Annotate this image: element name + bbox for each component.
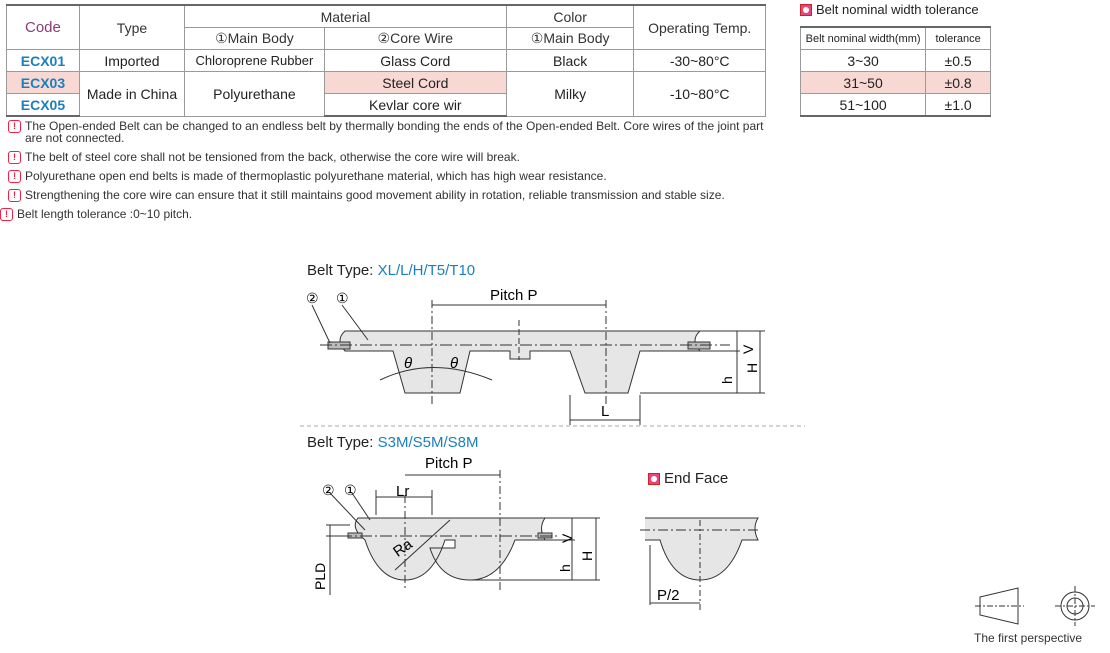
label-two: ②: [322, 482, 335, 498]
color-cell: Black: [506, 50, 634, 72]
width-cell: 51~100: [801, 94, 926, 117]
type-header: Type: [79, 5, 184, 50]
type-cell: Imported: [79, 50, 184, 72]
tolerance-title-text: Belt nominal width tolerance: [816, 2, 979, 17]
code-cell: ECX03: [7, 72, 80, 94]
type-cell: Made in China: [79, 72, 184, 117]
core-wire-header: ②Core Wire: [324, 28, 506, 50]
note-text: The Open-ended Belt can be changed to an endless belt by thermally bonding the ends of the Open-ended Belt. Core wires of the joint part are not connected.: [25, 119, 764, 145]
end-face-text: End Face: [664, 470, 729, 487]
color-main-body-header: ①Main Body: [506, 28, 634, 50]
main-body-cell: Chloroprene Rubber: [185, 50, 325, 72]
label-one: ①: [344, 482, 357, 498]
p2-label: P/2: [657, 587, 680, 604]
pitch-label: Pitch P: [490, 287, 538, 304]
core-wire-cell: Kevlar core wir: [324, 94, 506, 117]
perspective-caption: The first perspective: [974, 631, 1083, 645]
note-text: Strengthening the core wire can ensure that it still maintains good movement ability in rotation, reliable transmission and stable size.: [25, 188, 725, 202]
warning-icon: !: [8, 189, 21, 202]
temp-cell: -30~80°C: [634, 50, 766, 72]
temp-header: Operating Temp.: [634, 5, 766, 50]
label-two: ②: [306, 290, 319, 306]
theta-left: θ: [404, 355, 413, 372]
label-one: ①: [336, 290, 349, 306]
core-wire-cell: Steel Cord: [324, 72, 506, 94]
main-body-cell: Polyurethane: [185, 72, 325, 117]
tolerance-cell: ±0.8: [926, 72, 991, 94]
pld-label: PLD: [312, 562, 328, 590]
ra-label: Ra: [390, 535, 416, 561]
lr-label: Lr: [396, 483, 410, 500]
tolerance-cell: ±1.0: [926, 94, 991, 117]
code-cell: ECX05: [7, 94, 80, 117]
width-header: Belt nominal width(mm): [801, 27, 926, 50]
width-cell: 31~50: [801, 72, 926, 94]
tolerance-cell: ±0.5: [926, 50, 991, 72]
v-label: V: [740, 344, 756, 354]
material-header: Material: [185, 5, 507, 28]
belt-type-label: Belt Type:: [307, 434, 374, 451]
warning-icon: !: [8, 170, 21, 183]
note-text: The belt of steel core shall not be tensioned from the back, otherwise the core wire will break.: [25, 150, 520, 164]
temp-cell: -10~80°C: [634, 72, 766, 117]
note-text: Belt length tolerance :0~10 pitch.: [17, 207, 193, 221]
h-lower-label: h: [557, 564, 573, 572]
note-text: Polyurethane open end belts is made of thermoplastic polyurethane material, which has high wear resistance.: [25, 169, 607, 183]
color-cell: Milky: [506, 72, 634, 117]
l-label: L: [601, 403, 610, 420]
code-header: Code: [7, 5, 80, 50]
warning-icon: !: [8, 120, 21, 133]
h-upper-label: H: [579, 550, 595, 561]
h-upper-label: H: [744, 362, 760, 373]
pitch-label: Pitch P: [425, 455, 473, 472]
warning-icon: !: [8, 151, 21, 164]
v-label: V: [559, 533, 575, 543]
belt-type-label: Belt Type:: [307, 262, 374, 279]
belt-type-value: XL/L/H/T5/T10: [377, 262, 476, 279]
main-body-header: ①Main Body: [185, 28, 325, 50]
color-header: Color: [506, 5, 634, 28]
belt-type-value: S3M/S5M/S8M: [377, 434, 479, 451]
core-wire-cell: Glass Cord: [324, 50, 506, 72]
theta-right: θ: [450, 355, 459, 372]
width-cell: 3~30: [801, 50, 926, 72]
h-lower-label: h: [719, 376, 735, 384]
tolerance-header: tolerance: [926, 27, 991, 50]
code-cell: ECX01: [7, 50, 80, 72]
warning-icon: !: [0, 208, 13, 221]
